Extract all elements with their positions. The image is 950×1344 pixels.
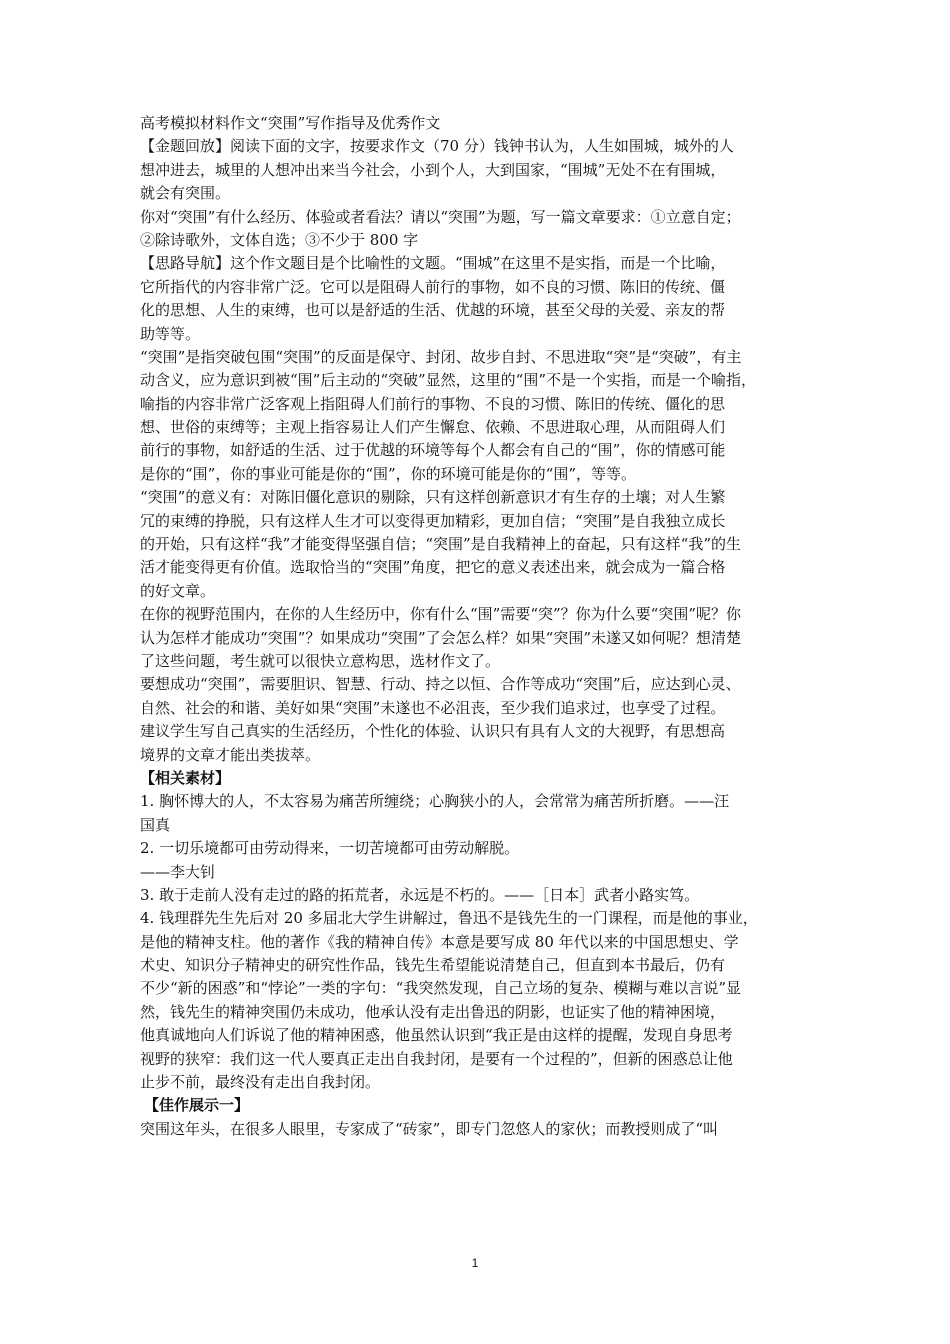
text-line: 3. 敢于走前人没有走过的路的拓荒者，永远是不朽的。——［日本］武者小路实笃。 bbox=[140, 885, 700, 904]
text-line: 视野的狭窄：我们这一代人要真正走出自我封闭，是要有一个过程的”，但新的困惑总让他 bbox=[140, 1049, 733, 1068]
document-body bbox=[140, 112, 820, 1141]
page-number: 1 bbox=[471, 1256, 479, 1270]
text-line: “突围”是指突破包围“突围”的反面是保守、封闭、故步自封、不思进取“突”是“突破”，有主 bbox=[140, 347, 742, 366]
text-line: 【金题回放】阅读下面的文字，按要求作文（70 分）钱钟书认为，人生如围城，城外的人 bbox=[140, 137, 734, 156]
text-line: ②除诗歌外，文体自选；③不少于 800 字 bbox=[140, 230, 419, 249]
text-line: 你对“突围”有什么经历、体验或者看法？请以“突围”为题，写一篇文章要求：①立意自定； bbox=[140, 207, 741, 226]
text-line: “突围”的意义有：对陈旧僵化意识的剔除，只有这样创新意识才有生存的土壤；对人生繁 bbox=[140, 488, 726, 507]
text-line: 的好文章。 bbox=[140, 581, 216, 600]
text-line: 就会有突围。 bbox=[140, 184, 231, 203]
text-line: 它所指代的内容非常广泛。它可以是阻碍人前行的事物，如不良的习惯、陈旧的传统、僵 bbox=[140, 277, 726, 296]
text-line: 助等等。 bbox=[140, 324, 201, 343]
section-heading-showcase: 【佳作展示一】 bbox=[144, 1096, 250, 1115]
text-line: 化的思想、人生的束缚，也可以是舒适的生活、优越的环境，甚至父母的关爱、亲友的帮 bbox=[140, 301, 726, 320]
text-line: 境界的文章才能出类拔萃。 bbox=[140, 745, 321, 764]
text-line: 是他的精神支柱。他的著作《我的精神自传》本意是要写成 80 年代以来的中国思想史、学 bbox=[140, 932, 739, 951]
text-line: 自然、社会的和谐、美好如果“突围”未遂也不必沮丧，至少我们追求过，也享受了过程。 bbox=[140, 698, 726, 717]
text-line: 止步不前，最终没有走出自我封闭。 bbox=[140, 1073, 381, 1092]
text-line: ——李大钊 bbox=[140, 862, 216, 881]
section-heading-materials: 【相关素材】 bbox=[140, 768, 231, 787]
text-line: 想冲进去，城里的人想冲出来当今社会，小到个人，大到国家，“围城”无处不在有围城， bbox=[140, 160, 726, 179]
text-line: 认为怎样才能成功“突围”？如果成功“突围”了会怎么样？如果“突围”未遂又如何呢？想清楚 bbox=[140, 628, 742, 647]
text-line: 前行的事物，如舒适的生活、过于优越的环境等每个人都会有自己的“围”，你的情感可能 bbox=[140, 441, 726, 460]
text-line: 是你的“围”，你的事业可能是你的“围”，你的环境可能是你的“围”，等等。 bbox=[140, 464, 637, 483]
text-line: 了这些问题，考生就可以很快立意构思，选材作文了。 bbox=[140, 651, 501, 670]
text-line: 4. 钱理群先生先后对 20 多届北大学生讲解过，鲁迅不是钱先生的一门课程，而是他的事业， bbox=[140, 909, 758, 928]
text-line: 活才能变得更有价值。选取恰当的“突围”角度，把它的意义表述出来，就会成为一篇合格 bbox=[140, 558, 726, 577]
text-line: 动含义，应为意识到被“围”后主动的“突破”显然，这里的“围”不是一个实指，而是一个喻指， bbox=[140, 371, 757, 390]
text-line: 1. 胸怀博大的人，不太容易为痛苦所缠绕；心胸狭小的人，会常常为痛苦所折磨。——汪 bbox=[140, 792, 730, 811]
text-line: 2. 一切乐境都可由劳动得来，一切苦境都可由劳动解脱。 bbox=[140, 839, 520, 858]
text-line: 国真 bbox=[140, 815, 171, 834]
text-line: 想、世俗的束缚等；主观上指容易让人们产生懈怠、依赖、不思进取心理，从而阻碍人们 bbox=[140, 418, 726, 437]
text-line: 要想成功“突围”，需要胆识、智慧、行动、持之以恒、合作等成功“突围”后，应达到心灵、 bbox=[140, 675, 741, 694]
text-line: 不少“新的困惑”和“悖论”一类的字句：“我突然发现，自己立场的复杂、模糊与难以言说”显 bbox=[140, 979, 742, 998]
text-line: 【思路导航】这个作文题目是个比喻性的文题。“围城”在这里不是实指，而是一个比喻， bbox=[140, 254, 726, 273]
text-line: 在你的视野范围内，在你的人生经历中，你有什么“围”需要“突”？你为什么要“突围”呢？你 bbox=[140, 605, 742, 624]
text-line: 突围这年头，在很多人眼里，专家成了“砖家”，即专门忽悠人的家伙；而教授则成了“叫 bbox=[140, 1119, 719, 1138]
text-line: 他真诚地向人们诉说了他的精神困惑，他虽然认识到“我正是由这样的提醒，发现自身思考 bbox=[140, 1026, 733, 1045]
text-line: 的开始，只有这样“我”才能变得坚强自信；“突围”是自我精神上的奋起，只有这样“我”的生 bbox=[140, 535, 742, 554]
text-line: 术史、知识分子精神史的研究性作品，钱先生希望能说清楚自己，但直到本书最后，仍有 bbox=[140, 956, 726, 975]
document-title: 高考模拟材料作文“突围”写作指导及优秀作文 bbox=[140, 114, 441, 132]
text-line: 冗的束缚的挣脱，只有这样人生才可以变得更加精彩，更加自信；“突围”是自我独立成长 bbox=[140, 511, 726, 530]
text-line: 喻指的内容非常广泛客观上指阻碍人们前行的事物、不良的习惯、陈旧的传统、僵化的思 bbox=[140, 394, 726, 413]
text-line: 建议学生写自己真实的生活经历，个性化的体验、认识只有具有人文的大视野，有思想高 bbox=[140, 722, 726, 741]
text-line: 然，钱先生的精神突围仍未成功，他承认没有走出鲁迅的阴影，也证实了他的精神困境， bbox=[140, 1002, 726, 1021]
